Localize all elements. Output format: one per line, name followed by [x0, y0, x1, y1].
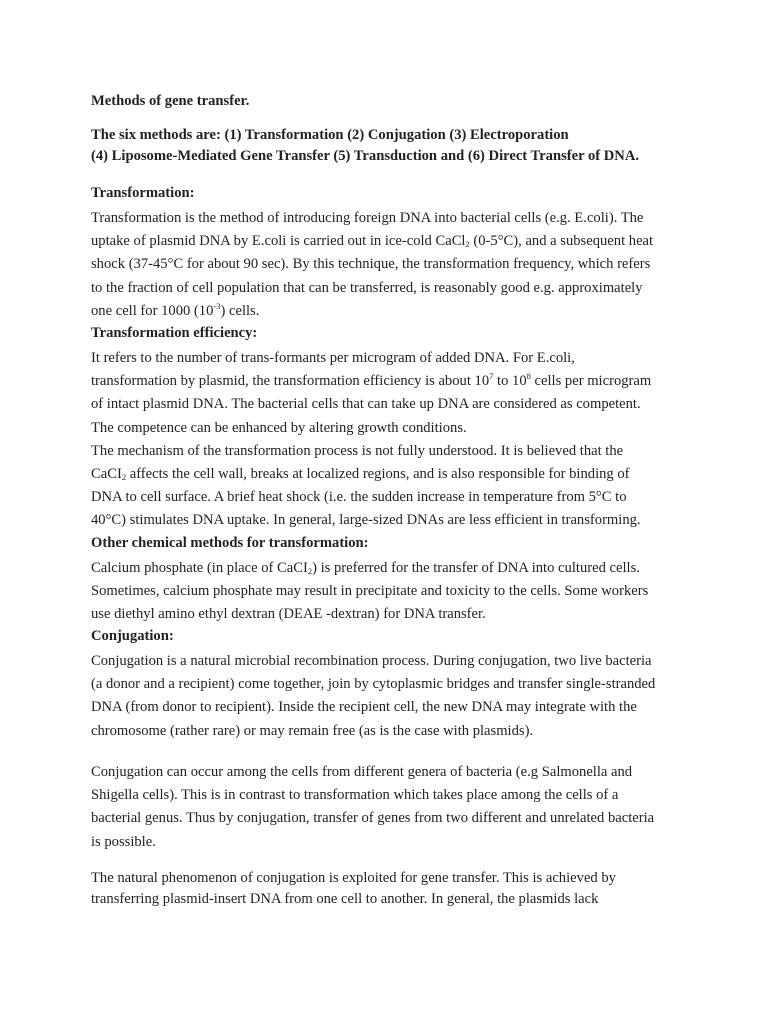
document-title: Methods of gene transfer.	[91, 93, 250, 109]
subscript: 2	[465, 239, 470, 250]
text-line: to the fraction of cell population that can be transferred, is reasonably good e.g. approximately	[91, 279, 643, 296]
chemical-methods-paragraph	[91, 557, 691, 627]
conjugation-heading: Conjugation:	[91, 628, 174, 644]
text-line: transformation by plasmid, the transformation efficiency is about $10^7$ to $10^8$ cells per microgram	[91, 371, 652, 390]
text-line: The competence can be enhanced by altering growth conditions.	[91, 419, 467, 436]
text-line: use diethyl amino ethyl dextran (DEAE -dextran) for DNA transfer.	[91, 606, 486, 623]
text-line: Conjugation can occur among the cells from different genera of bacteria (e.g Salmonella and	[91, 764, 633, 780]
text-line: one cell for 1000 $(10^{-3})$ cells.	[91, 300, 260, 319]
text-line: Transformation is the method of introducing foreign DNA into bacterial cells (e.g. E.coli). The	[91, 210, 644, 226]
text-line: uptake of plasmid DNA by E.coli is carried out in ice-cold CaCl$_2$ (0-5°C), and a subsequent heat	[91, 233, 654, 250]
text-line: DNA (from donor to recipient). Inside the recipient cell, the new DNA may integrate with the	[91, 699, 637, 716]
text-line: DNA to cell surface. A brief heat shock (i.e. the sudden increase in temperature from 5°C to	[91, 489, 627, 506]
intro-line: (4) Liposome-Mediated Gene Transfer (5) Transduction and (6) Direct Transfer of DNA.	[91, 148, 640, 164]
text-line: 40°C) stimulates DNA uptake. In general, large-sized DNAs are less efficient in transforming.	[91, 512, 641, 529]
transformation-heading: Transformation:	[91, 185, 195, 201]
text-line: bacterial genus. Thus by conjugation, transfer of genes from two different and unrelated bacteria	[91, 810, 655, 827]
text-line: shock (37-45°C for about 90 sec). By this technique, the transformation frequency, which refers	[91, 256, 651, 273]
text-line: transferring plasmid-insert DNA from one cell to another. In general, the plasmids lack	[91, 891, 599, 907]
text-line: of intact plasmid DNA. The bacterial cells that can take up DNA are considered as competent.	[91, 396, 641, 413]
intro-line: The six methods are: (1) Transformation (2) Conjugation (3) Electroporation	[91, 127, 569, 143]
text-line: Shigella cells). This is in contrast to transformation which takes place among the cells of a	[91, 787, 619, 804]
conjugation-paragraph-1	[91, 650, 691, 743]
transformation-paragraph	[91, 207, 691, 323]
conjugation-paragraph-3	[91, 868, 691, 910]
text-line: (a donor and a recipient) come together, join by cytoplasmic bridges and transfer single-stranded	[91, 676, 656, 693]
efficiency-paragraph	[91, 347, 691, 533]
text-line: CaCI$_2$ affects the cell wall, breaks at localized regions, and is also responsible for binding of	[91, 466, 630, 483]
text-line: Conjugation is a natural microbial recombination process. During conjugation, two live bacteria	[91, 653, 652, 669]
text-line: is possible.	[91, 833, 156, 850]
text-line: It refers to the number of trans-formants per microgram of added DNA. For E.coli,	[91, 350, 575, 366]
intro-paragraph	[91, 125, 691, 167]
text-line: The natural phenomenon of conjugation is exploited for gene transfer. This is achieved by	[91, 870, 616, 886]
superscript: 8	[526, 371, 531, 382]
superscript: 7	[489, 371, 494, 382]
efficiency-heading: Transformation efficiency:	[91, 325, 258, 341]
superscript: -3	[213, 300, 221, 311]
subscript: 2	[307, 566, 313, 576]
subscript: 2	[121, 472, 127, 483]
chemical-methods-heading: Other chemical methods for transformation:	[91, 535, 369, 551]
text-line: Calcium phosphate (in place of CaCI$_2$) is preferred for the transfer of DNA into cultured cells.	[91, 560, 640, 576]
text-line: The mechanism of the transformation process is not fully understood. It is believed that the	[91, 442, 624, 459]
text-line: chromosome (rather rare) or may remain free (as is the case with plasmids).	[91, 722, 534, 739]
text-line: Sometimes, calcium phosphate may result in precipitate and toxicity to the cells. Some workers	[91, 583, 649, 600]
conjugation-paragraph-2	[91, 761, 691, 854]
